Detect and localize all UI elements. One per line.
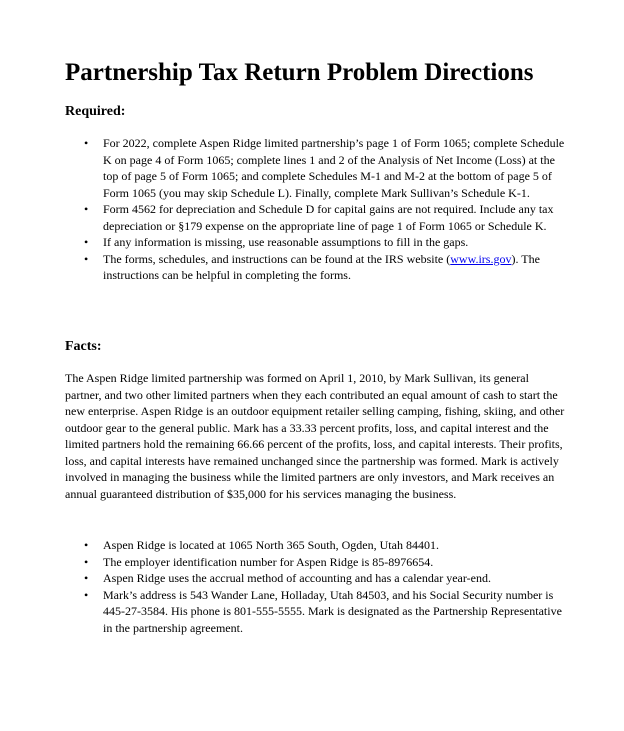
required-item-2 [65, 201, 565, 234]
required-item-1 [65, 135, 565, 201]
required-item-text: If any information is missing, use reasonable assumptions to fill in the gaps. [103, 235, 469, 249]
bullet-icon: • [84, 202, 89, 216]
fact-item-3 [65, 570, 565, 587]
bullet-icon: • [84, 136, 89, 150]
facts-paragraph: The Aspen Ridge limited partnership was formed on April 1, 2010, by Mark Sullivan, its general partner, and two other limited partners when they each contributed an equal amount of cash to start the new enterprise. Aspen Ridge is an outdoor equipment retailer selling camping, fishing, skiing, and other outdoor gear to the general public. Mark has a 33.33 percent profits, loss, and capital interest and the limited partners hold the remaining 66.66 percent of the profits, loss, and capital interests. Their profits, loss, and capital interests have remained unchanged since the partnership was formed. Mark is actively involved in managing the business while the limited partners are only investors, and Mark receives an annual guaranteed distribution of $35,000 for his services managing the business. [65, 371, 565, 501]
bullet-icon: • [84, 571, 89, 585]
required-list [65, 135, 565, 284]
required-item-text-after: ). The instructions can be helpful in completing the forms. [103, 251, 540, 282]
facts-heading: Facts: [65, 339, 102, 354]
required-item-text: For 2022, complete Aspen Ridge limited partnership’s page 1 of Form 1065; complete Schedule K on page 4 of Form 1065; complete lines 1 and 2 of the Analysis of Net Income (Loss) at the top of page 5 of Form 1065; and complete Schedules M-1 and M-2 at the bottom of page 5 of Form 1065 (you may skip Schedule L). Finally, complete Mark Sullivan’s Schedule K-1. [103, 136, 565, 200]
page-title: Partnership Tax Return Problem Directions [65, 59, 534, 86]
required-item-3 [65, 234, 565, 251]
bullet-icon: • [84, 554, 89, 569]
fact-item-text: Aspen Ridge uses the accrual method of accounting and has a calendar year-end. [103, 571, 491, 585]
irs-website-link[interactable]: www.irs.gov [450, 251, 512, 266]
fact-item-2 [65, 554, 565, 571]
bullet-icon: • [84, 538, 89, 552]
fact-item-text: Aspen Ridge is located at 1065 North 365 South, Ogden, Utah 84401. [103, 538, 439, 552]
bullet-icon: • [84, 587, 89, 602]
facts-list [65, 537, 565, 636]
bullet-icon: • [84, 251, 89, 266]
bullet-icon: • [84, 235, 89, 249]
fact-item-4 [65, 587, 565, 637]
fact-item-1 [65, 537, 565, 554]
required-heading: Required: [65, 104, 126, 119]
required-item-text-before: The forms, schedules, and instructions can be found at the IRS website ( [103, 251, 451, 266]
fact-item-text: Mark’s address is 543 Wander Lane, Holladay, Utah 84503, and his Social Security number is 445-27-3584. His phone is 801-555-5555. Mark is designated as the Partnership Representative in the partnership agreement. [103, 587, 562, 635]
required-item-4 [65, 251, 565, 284]
required-item-text: Form 4562 for depreciation and Schedule D for capital gains are not required. Include any tax depreciation or §179 expense on the appropriate line of page 1 of Form 1065 or Schedule K. [103, 202, 554, 233]
fact-item-text: The employer identification number for Aspen Ridge is 85-8976654. [103, 554, 434, 569]
